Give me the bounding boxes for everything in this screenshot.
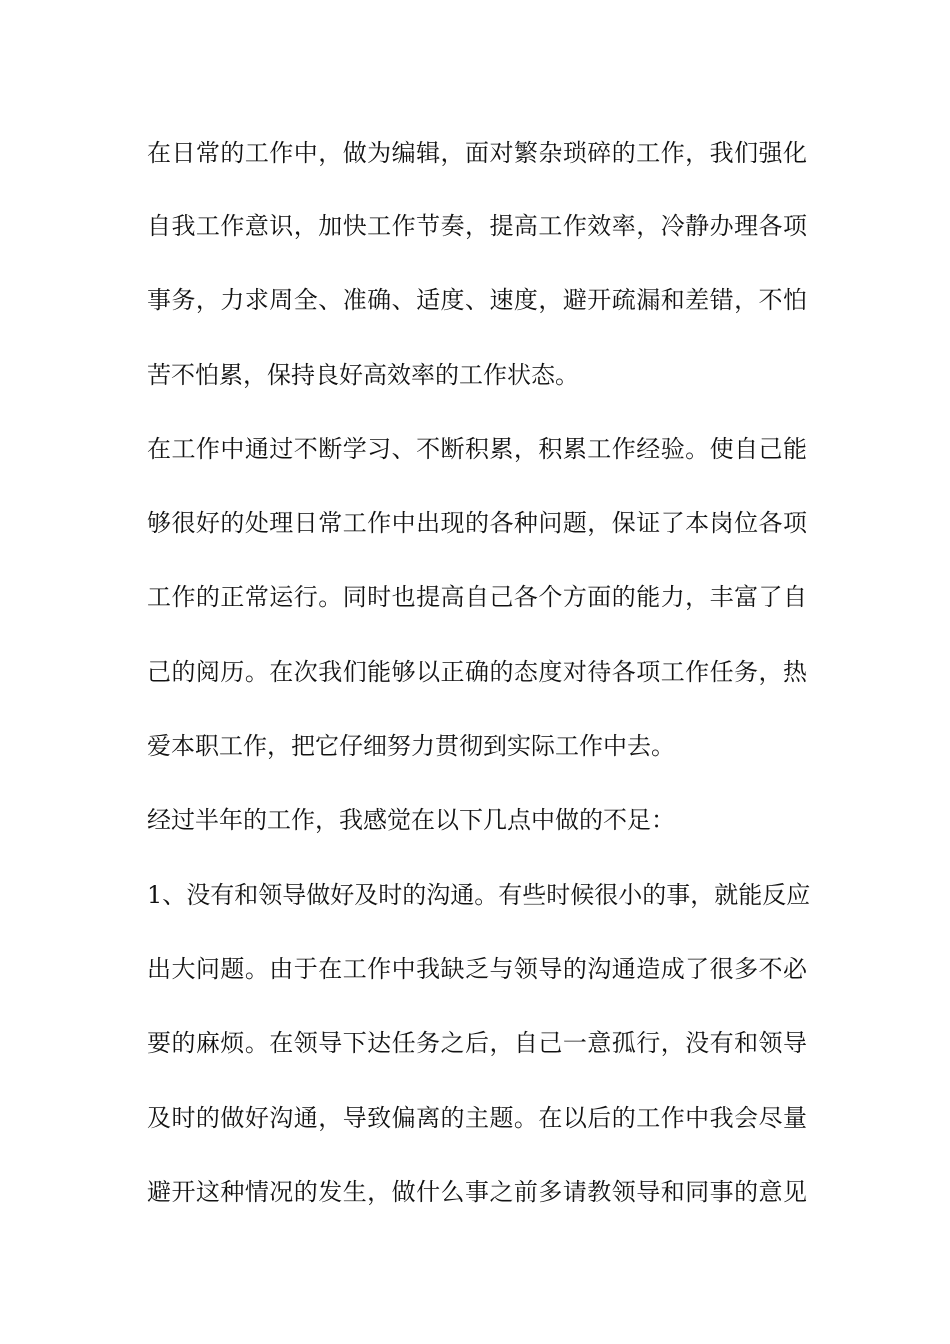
- text-line: 自我工作意识，加快工作节奏，提高工作效率，冷静办理各项: [147, 212, 807, 240]
- text-line: 在工作中通过不断学习、不断积累，积累工作经验。使自己能: [147, 435, 807, 463]
- text-line: 爱本职工作，把它仔细努力贯彻到实际工作中去。: [147, 732, 675, 760]
- text-line: 苦不怕累，保持良好高效率的工作状态。: [147, 361, 579, 389]
- text-line: 避开这种情况的发生，做什么事之前多请教领导和同事的意见: [147, 1178, 807, 1206]
- text-line: 工作的正常运行。同时也提高自己各个方面的能力，丰富了自: [147, 583, 807, 611]
- text-line: 在日常的工作中，做为编辑，面对繁杂琐碎的工作，我们强化: [147, 139, 807, 167]
- text-line: 要的麻烦。在领导下达任务之后，自己一意孤行，没有和领导: [147, 1029, 807, 1057]
- text-line: 1、没有和领导做好及时的沟通。有些时候很小的事，就能反应: [147, 881, 811, 909]
- text-line: 己的阅历。在次我们能够以正确的态度对待各项工作任务，热: [147, 658, 807, 686]
- text-line: 出大问题。由于在工作中我缺乏与领导的沟通造成了很多不必: [147, 955, 807, 983]
- text-line: 经过半年的工作，我感觉在以下几点中做的不足：: [147, 806, 675, 834]
- text-line: 事务，力求周全、准确、适度、速度，避开疏漏和差错，不怕: [147, 286, 807, 314]
- text-line: 及时的做好沟通，导致偏离的主题。在以后的工作中我会尽量: [147, 1104, 807, 1132]
- text-line: 够很好的处理日常工作中出现的各种问题，保证了本岗位各项: [147, 509, 807, 537]
